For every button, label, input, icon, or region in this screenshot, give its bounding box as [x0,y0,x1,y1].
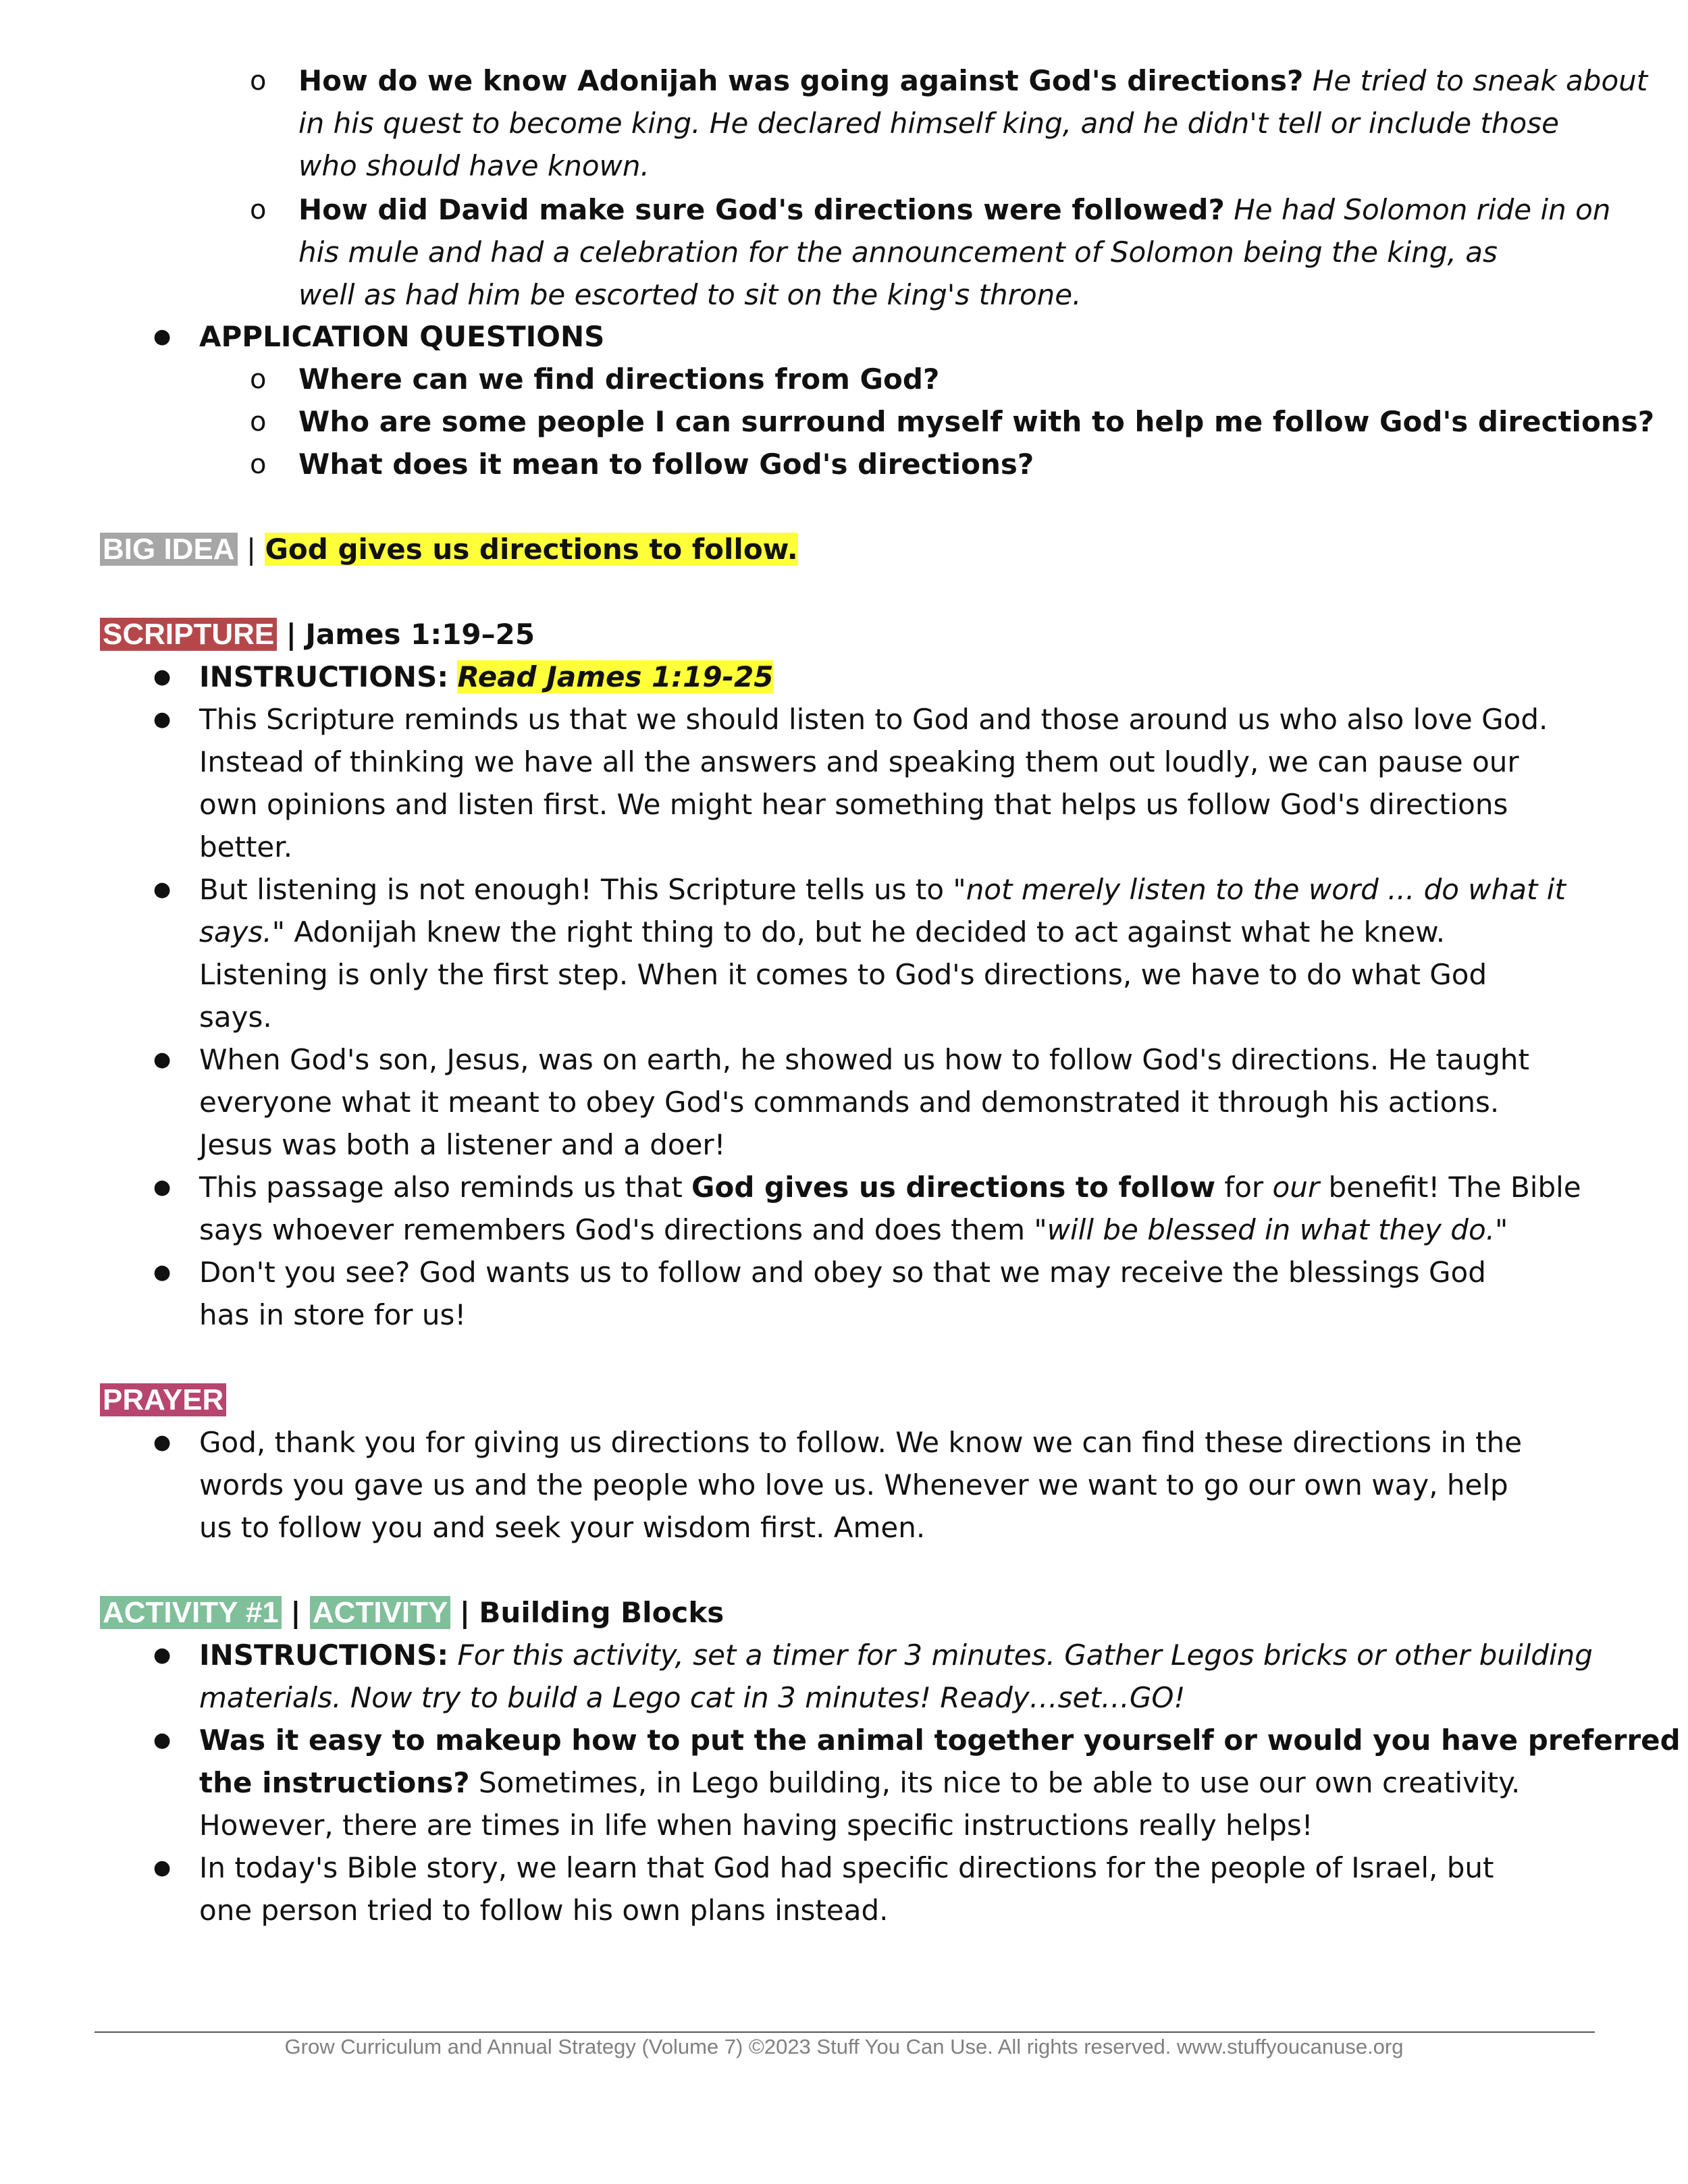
emphasis-text: our [1272,1171,1320,1204]
bullet-circle: o [250,449,267,480]
big-idea-text: God gives us directions to follow. [265,533,798,566]
bullet-dot: ● [153,665,172,689]
big-idea-tag: BIG IDEA [100,533,238,566]
text-run: for [1215,1171,1273,1204]
paragraph-line: own opinions and listen first. We might hear something that helps us follow God's directions [199,788,1508,821]
paragraph-line: This Scripture reminds us that we should listen to God and those around us who also love God. [199,703,1548,736]
bullet-dot: ● [153,1728,172,1752]
footer-copyright: Grow Curriculum and Annual Strategy (Volume 7) ©2023 Stuff You Can Use. All rights reserved. www.stuffyoucanuse.org [284,2035,1404,2058]
paragraph-line: Don't you see? God wants us to follow and obey so that we may receive the blessings God [199,1256,1486,1289]
bullet-circle: o [250,406,267,437]
paragraph-line: Listening is only the first step. When it comes to God's directions, we have to do what God [199,958,1487,991]
prayer-heading [100,1379,226,1422]
bullet-dot: ● [153,1856,172,1880]
story-question-2 [298,188,1610,232]
instructions-text: Read James 1:19-25 [457,660,774,693]
instructions-label: INSTRUCTIONS: [199,1639,449,1672]
bullet-circle: o [250,65,267,97]
text-run: says whoever remembers God's directions and does them " [199,1213,1047,1246]
text-run: Sometimes, in Lego building, its nice to be able to use our own creativity. [469,1766,1521,1799]
bullet-dot: ● [153,1431,172,1454]
instructions-text: For this activity, set a timer for 3 minutes. Gather Legos bricks or other building [457,1639,1593,1672]
quote-text: will be blessed in what they do. [1047,1213,1496,1246]
application-heading: APPLICATION QUESTIONS [199,320,605,353]
separator: | [286,618,296,651]
separator: | [246,533,257,566]
activity-number-tag: ACTIVITY #1 [100,1596,282,1629]
paragraph-line: When God's son, Jesus, was on earth, he showed us how to follow God's directions. He taught [199,1043,1529,1076]
application-question: What does it mean to follow God's directions? [298,448,1034,481]
paragraph-line [199,911,1445,954]
bullet-dot: ● [153,708,172,731]
quote-text: says. [199,915,272,949]
answer-text: He tried to sneak about [1312,64,1648,97]
activity-title: Building Blocks [479,1596,724,1629]
activity-heading [100,1591,724,1634]
paragraph-line [199,1761,1520,1805]
paragraph-line: However, there are times in life when having specific instructions really helps! [199,1809,1313,1842]
application-question: Where can we find directions from God? [298,363,940,396]
activity-instructions [199,1634,1593,1677]
prayer-tag: PRAYER [100,1383,226,1416]
activity-tag: ACTIVITY [310,1596,450,1629]
emphasis-text: God gives us directions to follow [691,1171,1216,1204]
paragraph-line: Jesus was both a listener and a doer! [199,1128,726,1161]
activity-question: the instructions? [199,1766,470,1799]
separator: | [459,1596,471,1629]
paragraph-line: everyone what it meant to obey God's commands and demonstrated it through his actions. [199,1086,1500,1119]
paragraph-line [199,1208,1508,1252]
bullet-circle: o [250,194,267,225]
paragraph-line: says. [199,1001,272,1034]
question-label: How did David make sure God's directions were followed? [298,193,1225,226]
bullet-dot: ● [153,1175,172,1199]
text-run: But listening is not enough! This Scripture tells us to " [199,873,966,906]
paragraph-line: In today's Bible story, we learn that God had specific directions for the people of Israel, but [199,1851,1494,1884]
answer-text: his mule and had a celebration for the announcement of Solomon being the king, as [298,236,1498,269]
instructions-label: INSTRUCTIONS: [199,660,449,693]
answer-text: He had Solomon ride in on [1234,193,1611,226]
bullet-dot: ● [153,1260,172,1284]
bullet-dot: ● [153,1643,172,1667]
separator: | [290,1596,301,1629]
bullet-circle: o [250,364,267,395]
paragraph-line [199,1166,1581,1209]
paragraph-line: Instead of thinking we have all the answers and speaking them out loudly, we can pause our [199,745,1519,778]
paragraph-line: words you gave us and the people who love us. Whenever we want to go our own way, help [199,1468,1508,1501]
application-question: Who are some people I can surround myself with to help me follow God's directions? [298,405,1655,438]
instructions-text: materials. Now try to build a Lego cat in 3 minutes! Ready…set…GO! [199,1681,1186,1714]
bullet-dot: ● [153,325,172,348]
activity-question: Was it easy to makeup how to put the animal together yourself or would you have preferred [199,1724,1681,1757]
bullet-dot: ● [153,878,172,901]
answer-text: well as had him be escorted to sit on the king's throne. [298,278,1082,311]
footer-divider [95,2031,1595,2033]
scripture-tag: SCRIPTURE [100,618,277,651]
scripture-heading [100,613,535,656]
paragraph-line: one person tried to follow his own plans instead. [199,1894,889,1927]
scripture-reference: James 1:19–25 [305,618,535,651]
bullet-dot: ● [153,1048,172,1071]
paragraph-line [199,868,1566,911]
text-run: " [1495,1213,1508,1246]
quote-text: not merely listen to the word ... do what it [966,873,1566,906]
text-run: " Adonijah knew the right thing to do, but he decided to act against what he knew. [271,915,1446,949]
answer-text: who should have known. [298,149,650,182]
text-run: This passage also reminds us that [199,1171,692,1204]
text-run: benefit! The Bible [1319,1171,1581,1204]
question-label: How do we know Adonijah was going against God's directions? [298,64,1304,97]
paragraph-line: us to follow you and seek your wisdom first. Amen. [199,1511,926,1544]
scripture-instructions [199,656,773,699]
paragraph-line: God, thank you for giving us directions to follow. We know we can find these directions in the [199,1426,1523,1459]
answer-text: in his quest to become king. He declared himself king, and he didn't tell or include those [298,107,1559,140]
paragraph-line: better. [199,830,293,863]
paragraph-line: has in store for us! [199,1298,467,1331]
big-idea-heading [100,528,798,571]
story-question-1 [298,59,1647,103]
